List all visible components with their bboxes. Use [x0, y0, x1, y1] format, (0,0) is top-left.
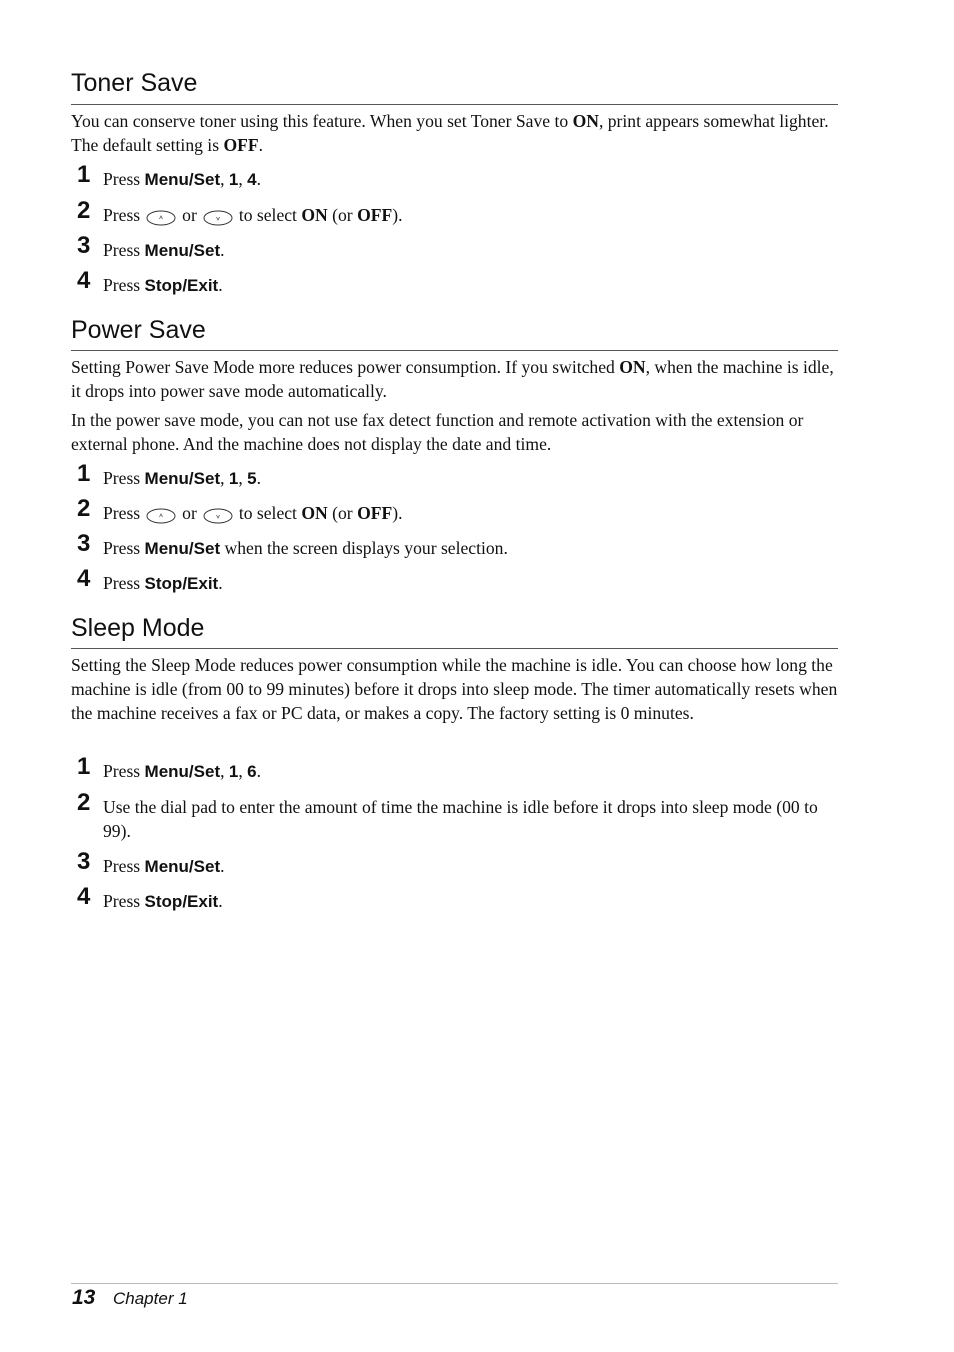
up-arrow-key-icon — [146, 208, 176, 226]
step-text: Press Menu/Set when the screen displays your selection. — [103, 538, 508, 558]
step-number: 4 — [77, 267, 91, 294]
section-rule — [71, 104, 838, 105]
step-number: 3 — [77, 530, 91, 557]
page-number: 13 — [72, 1286, 96, 1309]
section-rule — [71, 648, 838, 649]
step-number: 1 — [77, 161, 91, 188]
step-number: 3 — [77, 232, 91, 259]
step-text: Press Menu/Set, 1, 4. — [103, 169, 262, 189]
section-rule — [71, 350, 838, 351]
step-text: Press or to select ON (or OFF). — [103, 503, 403, 523]
section-title-power-save: Power Save — [71, 316, 206, 344]
footer-rule — [71, 1283, 838, 1284]
step-number: 2 — [77, 789, 91, 816]
step-text: Press Menu/Set, 1, 5. — [103, 468, 262, 488]
down-arrow-key-icon — [203, 208, 233, 226]
chapter-label: Chapter 1 — [113, 1289, 188, 1308]
up-arrow-key-icon — [146, 506, 176, 524]
step-number: 4 — [77, 883, 91, 910]
step-text: Press Menu/Set. — [103, 856, 225, 876]
step-text: Press Stop/Exit. — [103, 275, 223, 295]
step-number: 1 — [77, 753, 91, 780]
step-number: 4 — [77, 565, 91, 592]
step-text: Press Menu/Set. — [103, 240, 225, 260]
step-text: Use the dial pad to enter the amount of time the machine is idle before it drops into sleep mode (00 to 99). — [103, 797, 818, 841]
down-arrow-key-icon — [203, 506, 233, 524]
sleep-mode-intro: Setting the Sleep Mode reduces power consumption while the machine is idle. You can choose how long the machine is idle (from 00 to 99 minutes) before it drops into sleep mode. The timer automatically resets when the machine receives a fax or PC data, or makes a copy. The factory setting is 0 minutes. — [71, 655, 838, 723]
power-save-intro-2: In the power save mode, you can not use fax detect function and remote activation with the extension or external phone. And the machine does not display the date and time. — [71, 410, 804, 454]
step-text: Press Menu/Set, 1, 6. — [103, 761, 262, 781]
step-number: 3 — [77, 848, 91, 875]
step-text: Press Stop/Exit. — [103, 573, 223, 593]
section-title-sleep-mode: Sleep Mode — [71, 614, 205, 642]
step-text: Press Stop/Exit. — [103, 891, 223, 911]
section-title-toner-save: Toner Save — [71, 69, 198, 97]
power-save-intro-1: Setting Power Save Mode more reduces power consumption. If you switched ON, when the machine is idle, it drops into power save mode automatically. — [71, 357, 834, 401]
step-text: Press or to select ON (or OFF). — [103, 205, 403, 225]
step-number: 2 — [77, 197, 91, 224]
step-number: 1 — [77, 460, 91, 487]
step-number: 2 — [77, 495, 91, 522]
toner-save-intro: You can conserve toner using this feature. When you set Toner Save to ON, print appears somewhat lighter. The default setting is OFF. — [71, 111, 829, 155]
